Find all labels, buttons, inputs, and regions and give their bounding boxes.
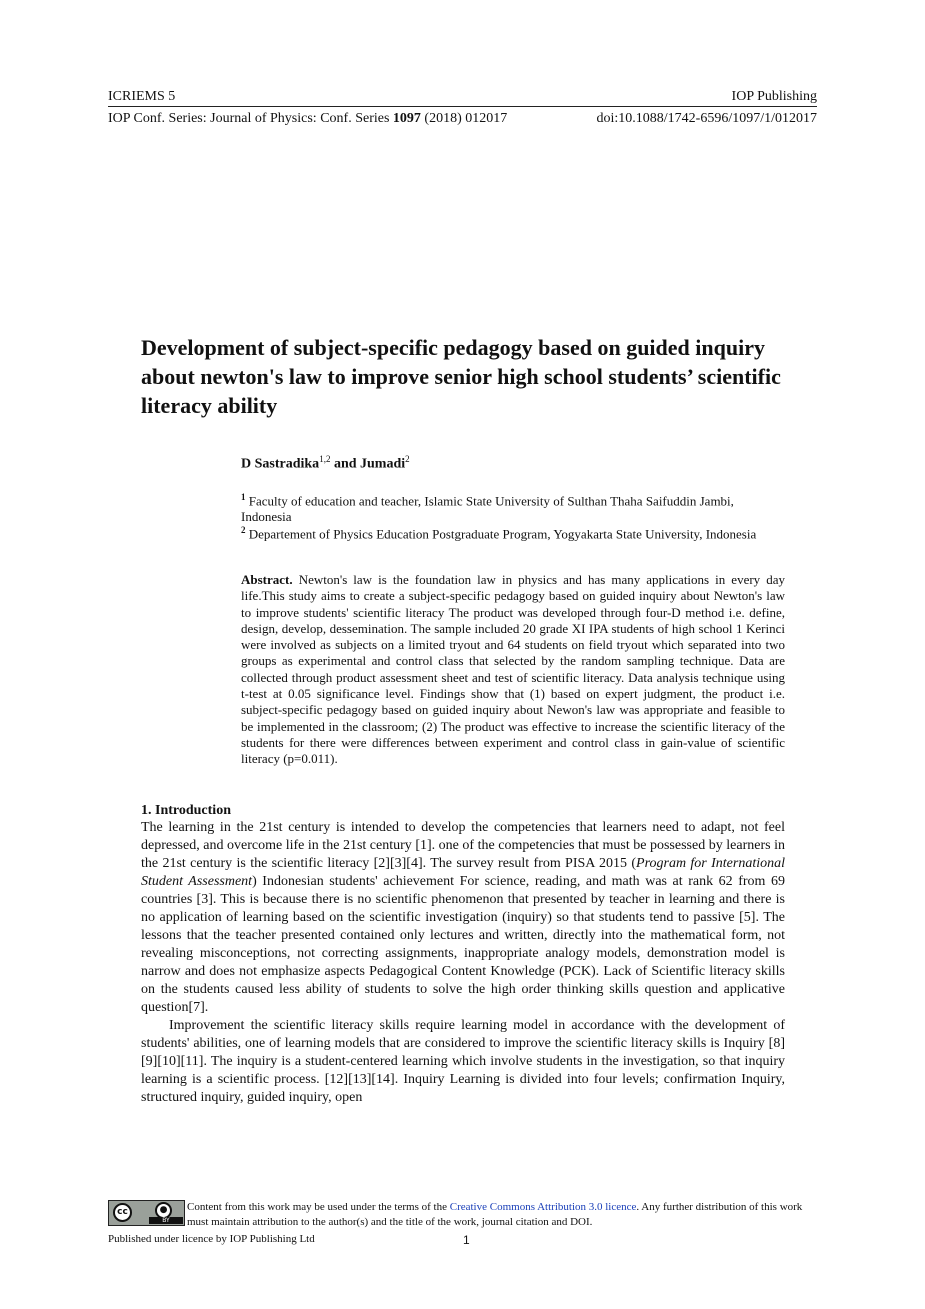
intro-p1-part-b: ) Indonesian students' achievement For science, reading, and math was at rank 62 from 69 countries [3]. This is because there is no scientific phenomenon that presented by teacher in learning and there is no application of learning based on the scientific investigation (inquiry) so that students tend to passive [5]. The lessons that the teacher presented contained only lectures and written, directly into the mathematical form, not revealing misconceptions, not correcting assignments, inappropriate analogy models, demonstration model is narrow and does not emphasize aspects Pedagogical Content Knowledge (PCK). Lack of Scientific literacy skills on the students caused less ability of students to solve the high order thinking skills question and applicative question[7]. (141, 874, 785, 1015)
running-header-publisher: IOP Publishing (731, 89, 817, 104)
intro-p1-italic: Program for International Student Assessment (141, 856, 785, 889)
person-icon: ● (155, 1202, 172, 1219)
affiliation-2-marker: 2 (241, 525, 246, 535)
paper-title: Development of subject-specific pedagogy based on guided inquiry about newton's law to improve senior high school students’ scientific literacy ability (141, 335, 781, 418)
introduction-body (141, 819, 785, 1107)
creative-commons-by-icon (108, 1200, 185, 1226)
license-text-b: . Any further distribution of this work must maintain attribution to the author(s) and the title of the work, journal citation and DOI. (187, 1201, 803, 1228)
affiliation-1 (241, 489, 785, 525)
section-heading-introduction: 1. Introduction (141, 803, 231, 818)
affiliation-2-text: Departement of Physics Education Postgraduate Program, Yogyakarta State University, Indonesia (245, 526, 757, 542)
author-1: D Sastradika (241, 456, 320, 472)
abstract-label: Abstract. (241, 572, 293, 587)
license-link[interactable]: Creative Commons Attribution 3.0 licence (449, 1201, 637, 1213)
series-suffix: (2018) 012017 (420, 111, 508, 126)
series-prefix: IOP Conf. Series: Journal of Physics: Conf. Series (108, 111, 393, 126)
license-notice (187, 1200, 819, 1230)
running-header-conference: ICRIEMS 5 (108, 89, 176, 104)
affiliation-1-text: Faculty of education and teacher, Islamic State University of Sulthan Thaha Saifuddin Jambi, Indonesia (241, 493, 734, 525)
abstract-text: Newton's law is the foundation law in physics and has many applications in every day life.This study aims to create a subject-specific pedagogy based on guided inquiry about Newton's law to improve students' scientific literacy The product was developed through four-D method i.e. define, design, develop, dessemination. The sample included 20 grade XI IPA students of high school 1 Kerinci were involved as subjects on a limited tryout and 64 students on field tryout which separated into two groups as experimental and control class that selected by the random sampling technique. Data are collected through product assessment sheet and test of scientific literacy. Data analysis technique using t-test at 0.05 significance level. Findings show that (1) based on expert judgment, the product i.e. subject-specific pedagogy based on guided inquiry about Newon's law was appropriate and feasible to be implemented in the classroom; (2) The product was effective to increase the scientific literacy of the students for there were differences between experiment and control class in gain-value of scientific literacy (p=0.011). (241, 572, 785, 767)
license-text-a: Content from this work may be used under the terms of the (187, 1201, 450, 1213)
publisher-notice: Published under licence by IOP Publishing Ltd (108, 1233, 315, 1245)
author-2: Jumadi (360, 456, 406, 472)
running-header-series (108, 111, 507, 127)
author-joiner: and (330, 456, 361, 472)
intro-paragraph-2: Improvement the scientific literacy skills require learning model in accordance with the development of students' abilities, one of learning models that are considered to improve the scientific literacy skills is Inquiry [8][9][10][11]. The inquiry is a student-centered learning which involve students in the investigation, so that inquiry learning is a scientific process. [12][13][14]. Inquiry Learning is divided into four levels; confirmation Inquiry, structured inquiry, guided inquiry, open (141, 1018, 785, 1105)
author-2-affil: 2 (405, 454, 410, 464)
running-header-doi: doi:10.1088/1742-6596/1097/1/012017 (596, 111, 817, 126)
header-rule (108, 106, 817, 107)
author-line (241, 454, 410, 473)
affiliation-2 (241, 522, 785, 542)
page-number: 1 (463, 1233, 470, 1247)
abstract (241, 572, 785, 768)
series-volume: 1097 (392, 111, 421, 126)
author-1-affil: 1,2 (319, 454, 331, 464)
intro-paragraph-1 (141, 819, 785, 1017)
intro-p1-part-a: The learning in the 21st century is intended to develop the competencies that learners need to adapt, not feel depressed, and overcome life in the 21st century [1]. one of the competencies that must be possessed by learners in the 21st century is the scientific literacy [2][3][4]. The survey result from PISA 2015 ( (141, 820, 785, 871)
cc-circle-icon: cc (113, 1203, 132, 1222)
affiliation-1-marker: 1 (241, 492, 246, 502)
by-label-icon: BY (149, 1217, 183, 1224)
